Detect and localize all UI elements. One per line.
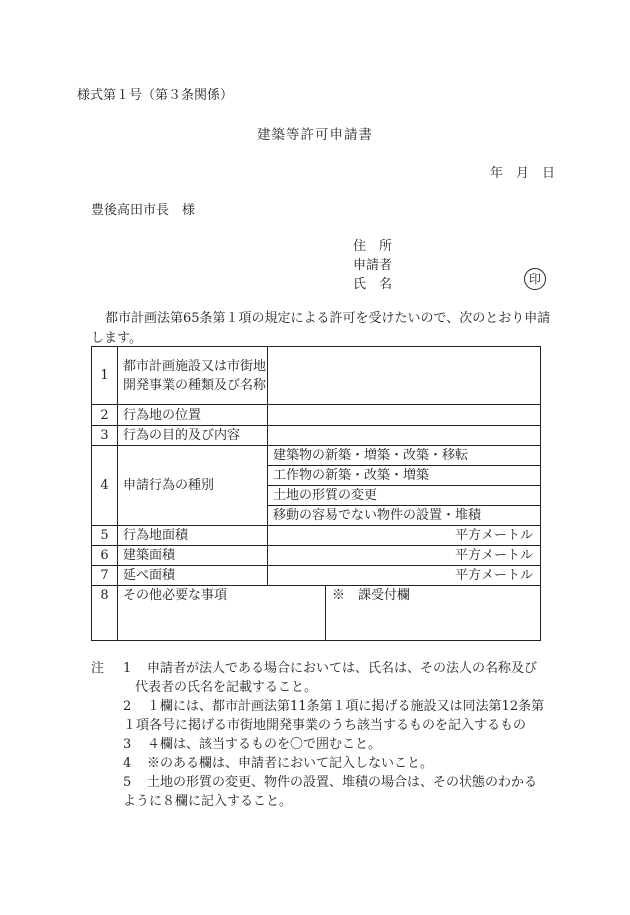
row-number: 2 (92, 405, 118, 426)
row-label: 延べ面積 (118, 566, 268, 586)
date-field: 年 月 日 (490, 166, 556, 181)
note-number: 1 (123, 661, 132, 676)
type-option[interactable]: 移動の容易でない物件の設置・堆積 (268, 506, 541, 526)
note-number: 2 (123, 699, 132, 714)
row-number: 3 (92, 426, 118, 446)
row-label: 行為の目的及び内容 (118, 426, 268, 446)
row-number: 6 (92, 546, 118, 566)
area-unit[interactable]: 平方メートル (268, 566, 541, 586)
note-number: 5 (123, 775, 132, 790)
application-table (91, 346, 541, 641)
note-text: １欄には、都市計画法第11条第１項に掲げる施設又は同法第12条第 (147, 699, 545, 714)
type-option[interactable]: 土地の形質の変更 (268, 486, 541, 506)
row-label: 都市計画施設又は市街地開発事業の種類及び名称 (118, 347, 268, 405)
row-label: 申請行為の種別 (118, 446, 268, 526)
table-row (92, 426, 541, 446)
area-unit[interactable]: 平方メートル (268, 546, 541, 566)
row-number: 7 (92, 566, 118, 586)
table-row (92, 566, 541, 586)
row-number: 1 (92, 347, 118, 405)
address-label: 住 所 (353, 239, 393, 254)
note-number: 3 (123, 737, 132, 752)
note-text: 代表者の氏名を記載すること。 (135, 680, 318, 695)
table-row (92, 586, 541, 641)
reception-field: ※ 課受付欄 (326, 586, 541, 641)
table-row (92, 446, 541, 466)
table-row (92, 546, 541, 566)
row-label: 建築面積 (118, 546, 268, 566)
document-title: 建築等許可申請書 (257, 127, 373, 143)
note-text: ように８欄に記入すること。 (123, 794, 293, 809)
notes-section (91, 659, 561, 811)
row-label: その他必要な事項 (118, 586, 326, 641)
table-row (92, 405, 541, 426)
row-number: 4 (92, 446, 118, 526)
purpose-field[interactable] (268, 426, 541, 446)
row-number: 8 (92, 586, 118, 641)
type-option[interactable]: 工作物の新築・改築・増築 (268, 466, 541, 486)
type-option[interactable]: 建築物の新築・増築・改築・移転 (268, 446, 541, 466)
note-text: ４欄は、該当するものを〇で囲むこと。 (147, 737, 382, 752)
note-text: １項各号に掲げる市街地開発事業のうち該当するものを記入するもの (123, 718, 527, 733)
form-number: 様式第１号（第３条関係） (77, 88, 234, 103)
name-label: 氏 名 (353, 277, 393, 292)
table-row (92, 347, 541, 405)
row-label: 行為地面積 (118, 526, 268, 546)
notes-heading: 注 (91, 661, 105, 676)
note-text: 申請者が法人である場合においては、氏名は、その法人の名称及び (147, 661, 538, 676)
row-label: 行為地の位置 (118, 405, 268, 426)
note-text: 土地の形質の変更、物件の設置、堆積の場合は、その状態のわかる (147, 775, 538, 790)
facility-name-field[interactable] (268, 347, 541, 405)
application-statement: 都市計画法第65条第１項の規定による許可を受けたいので、次のとおり申請します。 (91, 311, 551, 346)
applicant-label: 申請者 (353, 258, 393, 273)
note-text: ※のある欄は、申請者において記入しないこと。 (147, 756, 434, 771)
row-number: 5 (92, 526, 118, 546)
location-field[interactable] (268, 405, 541, 426)
seal-mark: 印 (524, 268, 546, 290)
table-row (92, 526, 541, 546)
note-number: 4 (123, 756, 132, 771)
addressee: 豊後高田市長 様 (91, 203, 196, 218)
area-unit[interactable]: 平方メートル (268, 526, 541, 546)
